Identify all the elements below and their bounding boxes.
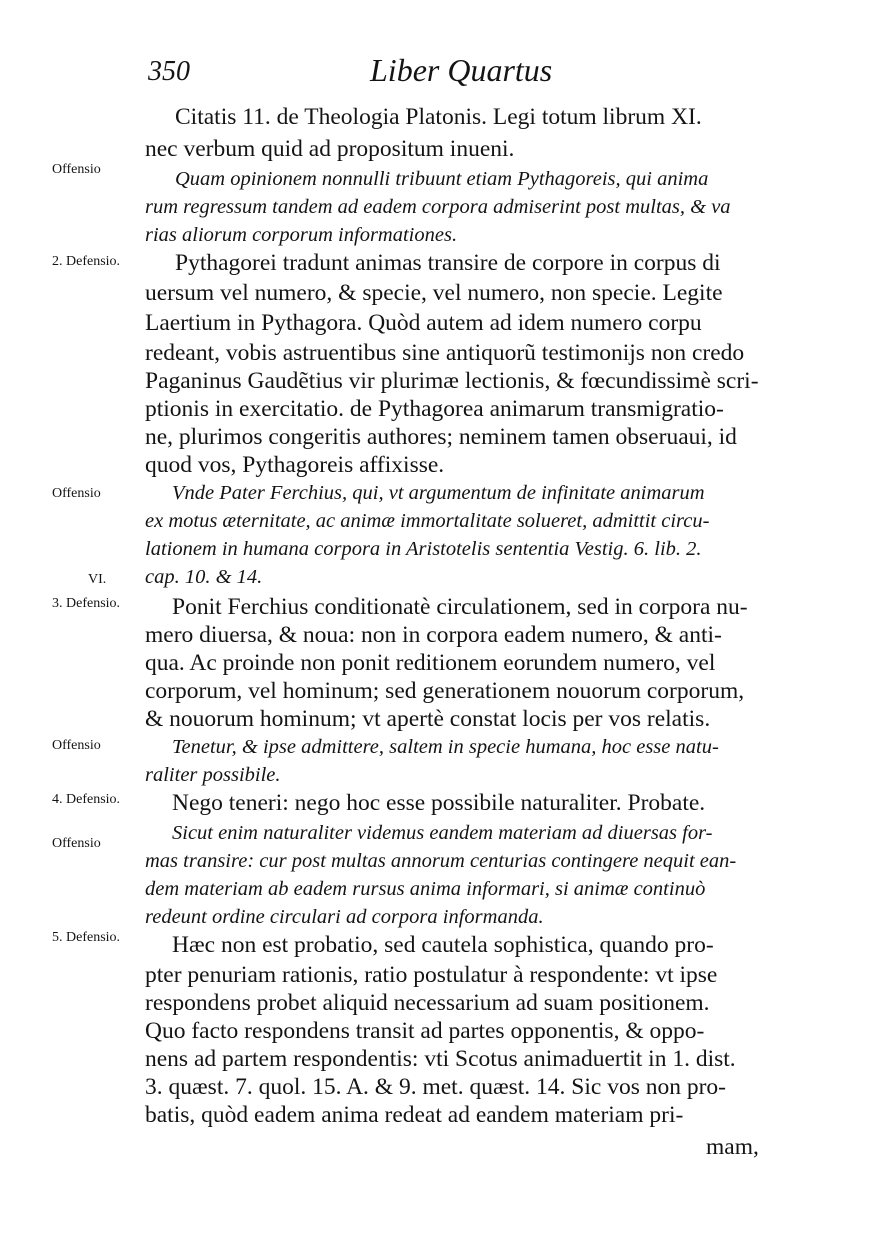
text-line: dem materiam ab eadem rursus anima informari, si animæ continuò	[145, 878, 706, 900]
text-line: mas transire: cur post multas annorum centurias contingere nequit ean-	[145, 850, 737, 872]
text-line: Quo facto respondens transit ad partes opponentis, & oppo-	[145, 1018, 705, 1044]
text-line: ex motus æternitate, ac animæ immortalitate solueret, admittit circu-	[145, 510, 710, 532]
text-line: Pythagorei tradunt animas transire de corpore in corpus di	[175, 250, 721, 276]
text-line: Sicut enim naturaliter videmus eandem materiam ad diuersas for-	[172, 822, 713, 844]
text-line: ptionis in exercitatio. de Pythagorea animarum transmigratio-	[145, 396, 724, 422]
text-line: Ponit Ferchius conditionatè circulationem, sed in corpora nu-	[172, 594, 748, 620]
text-line: mero diuersa, & noua: non in corpora eadem numero, & anti-	[145, 622, 722, 648]
catchword: mam,	[706, 1134, 759, 1160]
text-line: ne, plurimos congeritis authores; neminem tamen obseruaui, id	[145, 424, 737, 450]
running-title: Liber Quartus	[370, 52, 553, 88]
text-line: Laertium in Pythagora. Quòd autem ad idem numero corpu	[145, 310, 702, 336]
text-line: respondens probet aliquid necessarium ad suam positionem.	[145, 990, 710, 1016]
text-line: uersum vel numero, & specie, vel numero, non specie. Legite	[145, 280, 723, 306]
text-line: raliter possibile.	[145, 764, 281, 786]
text-line: nens ad partem respondentis: vti Scotus animaduertit in 1. dist.	[145, 1046, 736, 1072]
margin-note-offensio-4: Offensio	[52, 836, 101, 851]
margin-note-defensio-2: 2. Defensio.	[52, 254, 121, 269]
page-number: 350	[148, 56, 190, 87]
margin-note-defensio-3: 3. Defensio.	[52, 596, 121, 611]
margin-note-roman-vi: VI.	[88, 572, 107, 587]
text-line: Tenetur, & ipse admittere, saltem in specie humana, hoc esse natu-	[172, 736, 719, 758]
text-line: pter penuriam rationis, ratio postulatur à respondente: vt ipse	[145, 962, 718, 988]
text-line: Hæc non est probatio, sed cautela sophistica, quando pro-	[172, 932, 714, 958]
text-line: nec verbum quid ad propositum inueni.	[145, 136, 515, 162]
text-line: rum regressum tandem ad eadem corpora admiserint post multas, & va	[145, 196, 731, 218]
text-line: redeunt ordine circulari ad corpora informanda.	[145, 906, 544, 928]
text-line: lationem in humana corpora in Aristotelis sententia Vestig. 6. lib. 2.	[145, 538, 702, 560]
margin-note-defensio-4: 4. Defensio.	[52, 792, 121, 807]
text-line: corporum, vel hominum; sed generationem nouorum corporum,	[145, 678, 745, 704]
text-line: Citatis 11. de Theologia Platonis. Legi totum librum XI.	[175, 104, 702, 130]
text-line: quod vos, Pythagoreis affixisse.	[145, 452, 445, 478]
text-line: 3. quæst. 7. quol. 15. A. & 9. met. quæst. 14. Sic vos non pro-	[145, 1074, 726, 1100]
text-line: Vnde Pater Ferchius, qui, vt argumentum de infinitate animarum	[172, 482, 705, 504]
margin-note-defensio-5: 5. Defensio.	[52, 930, 121, 945]
text-line: & nouorum hominum; vt apertè constat locis per vos relatis.	[145, 706, 711, 732]
margin-note-offensio-3: Offensio	[52, 738, 101, 753]
text-line: Nego teneri: nego hoc esse possibile naturaliter. Probate.	[172, 790, 706, 816]
text-line: Paganinus Gaudẽtius vir plurimæ lectionis, & fœcundissimè scri-	[145, 368, 759, 394]
text-line: cap. 10. & 14.	[145, 566, 263, 588]
text-line: Quam opinionem nonnulli tribuunt etiam Pythagoreis, qui anima	[175, 168, 709, 190]
text-line: rias aliorum corporum informationes.	[145, 224, 458, 246]
text-line: batis, quòd eadem anima redeat ad eandem materiam pri-	[145, 1102, 684, 1128]
text-line: qua. Ac proinde non ponit reditionem eorundem numero, vel	[145, 650, 716, 676]
margin-note-offensio-2: Offensio	[52, 486, 101, 501]
page-header	[0, 52, 885, 96]
text-line: redeant, vobis astruentibus sine antiquorũ testimonijs non credo	[145, 340, 745, 366]
margin-note-offensio-1: Offensio	[52, 162, 101, 177]
